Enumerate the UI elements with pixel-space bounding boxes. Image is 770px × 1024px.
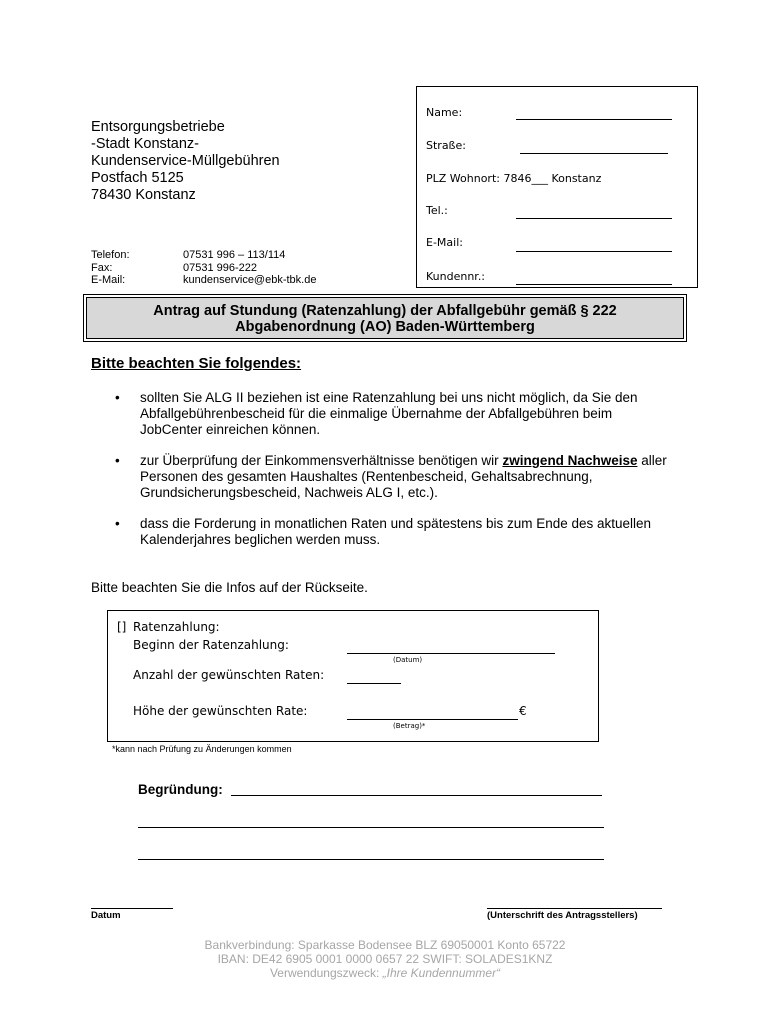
date-hint: (Datum)	[393, 656, 423, 664]
reason-label: Begründung:	[138, 782, 223, 797]
applicant-box	[416, 86, 698, 288]
begin-label: Beginn der Ratenzahlung:	[133, 638, 289, 652]
installment-box	[107, 610, 599, 742]
purpose-label: Verwendungszweck:	[269, 966, 383, 980]
installment-checkbox[interactable]: []	[117, 620, 127, 634]
bullet-text: dass die Forderung in monatlichen Raten und spätestens bis zum Ende des aktuellen Kalenderjahres beglichen werden muss.	[140, 516, 652, 547]
tel-field[interactable]	[516, 206, 672, 219]
form-title	[86, 297, 684, 339]
notice-list	[115, 390, 675, 563]
count-label: Anzahl der gewünschten Raten:	[133, 668, 325, 682]
email-field[interactable]	[516, 239, 672, 252]
title-line: Abgabenordnung (AO) Baden-Württemberg	[235, 319, 535, 335]
list-item	[115, 453, 675, 501]
installment-title: Ratenzahlung:	[133, 620, 220, 634]
contact-value: 07531 996 – 113/114	[183, 249, 286, 261]
title-line: Antrag auf Stundung (Ratenzahlung) der Abfallgebühr gemäß § 222	[153, 303, 617, 319]
count-field[interactable]	[347, 669, 401, 684]
reason-line[interactable]	[138, 813, 604, 828]
euro-symbol: €	[519, 704, 527, 718]
purpose-value: „Ihre Kundennummer“	[382, 966, 501, 980]
signature-label: (Unterschrift des Antragsstellers)	[487, 910, 638, 921]
date-label: Datum	[91, 910, 121, 921]
footnote: *kann nach Prüfung zu Änderungen kommen	[112, 744, 292, 754]
amount-hint: (Betrag)*	[393, 722, 426, 730]
bank-line	[0, 966, 770, 980]
bullet-icon: •	[115, 453, 120, 468]
customer-number-label: Kundennr.:	[426, 270, 486, 283]
notice-heading: Bitte beachten Sie folgendes:	[91, 355, 302, 372]
name-label: Name:	[426, 106, 463, 119]
sender-line: -Stadt Konstanz-	[91, 136, 199, 152]
contact-value: kundenservice@ebk-tbk.de	[183, 274, 317, 286]
plz-field[interactable]: PLZ Wohnort: 7846___ Konstanz	[426, 172, 602, 185]
bank-line: Bankverbindung: Sparkasse Bodensee BLZ 69050001 Konto 65722	[204, 938, 566, 952]
bank-line: IBAN: DE42 6905 0001 0000 0657 22 SWIFT: SOLADES1KNZ	[217, 952, 553, 966]
bullet-text: zur Überprüfung der Einkommensverhältnisse benötigen wir	[140, 453, 503, 468]
bullet-icon: •	[115, 390, 120, 405]
bullet-text: sollten Sie ALG II beziehen ist eine Ratenzahlung bei uns nicht möglich, da Sie den Abfallgebührenbescheid für die einmalige Übernahme der Abfallgebühren beim JobCenter einreichen können.	[140, 390, 638, 437]
contact-value: 07531 996-222	[183, 261, 258, 274]
contact-label: Telefon:	[91, 249, 130, 261]
contact-label: E-Mail:	[91, 274, 126, 286]
contact-details	[91, 249, 316, 287]
sender-line: Entsorgungsbetriebe	[91, 119, 225, 135]
customer-number-field[interactable]	[516, 272, 672, 285]
tel-label: Tel.:	[426, 204, 448, 217]
name-field[interactable]	[516, 107, 672, 120]
date-sign-line[interactable]	[91, 896, 173, 909]
begin-date-field[interactable]	[347, 639, 555, 654]
street-field[interactable]	[520, 141, 668, 154]
reason-line[interactable]	[138, 845, 604, 860]
list-item	[115, 516, 675, 548]
sender-line: 78430 Konstanz	[91, 187, 196, 203]
reason-line[interactable]	[231, 781, 602, 796]
contact-label: Fax:	[91, 261, 113, 274]
infos-note: Bitte beachten Sie die Infos auf der Rückseite.	[91, 580, 368, 595]
amount-label: Höhe der gewünschten Rate:	[133, 704, 308, 718]
signature-line[interactable]	[487, 896, 662, 909]
amount-field[interactable]	[347, 705, 518, 720]
sender-line: Postfach 5125	[91, 170, 184, 186]
street-label: Straße:	[426, 139, 466, 152]
bullet-emphasis: zwingend Nachweise	[502, 453, 638, 468]
sender-line: Kundenservice-Müllgebühren	[91, 153, 280, 169]
list-item	[115, 390, 675, 438]
bullet-icon: •	[115, 516, 120, 531]
sender-address	[91, 119, 280, 204]
bullet-text: aller Personen des gesamten Haushaltes (Rentenbescheid, Gehaltsabrechnung, Grundsicherungsbescheid, Nachweis ALG I, etc.).	[140, 453, 667, 500]
bank-footer	[0, 938, 770, 980]
email-label: E-Mail:	[426, 236, 463, 249]
